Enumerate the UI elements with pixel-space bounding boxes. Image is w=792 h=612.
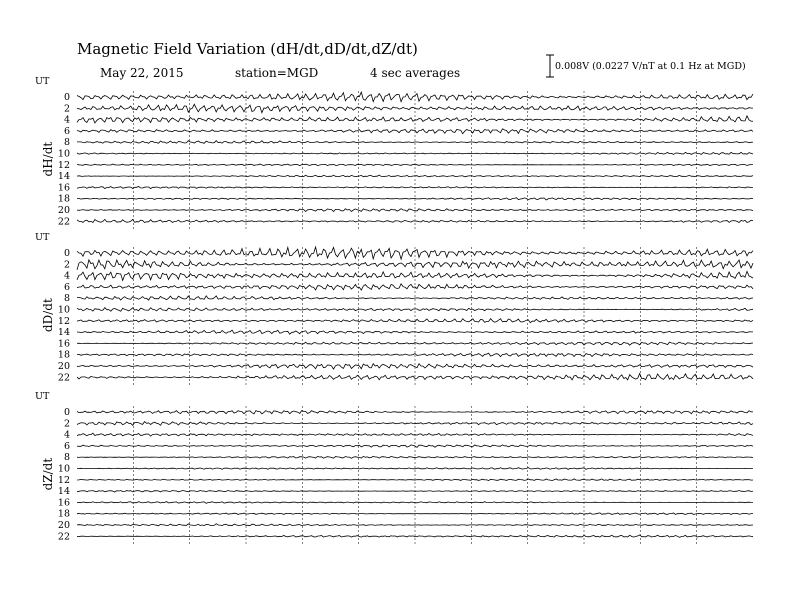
station-label: station=MGD: [235, 66, 319, 80]
averaging-label: 4 sec averages: [370, 66, 461, 80]
hour-label: 8: [63, 293, 70, 305]
hour-label: 20: [57, 361, 70, 372]
trace-line: [77, 164, 753, 166]
hour-label: 20: [57, 520, 70, 531]
hour-label: 2: [63, 418, 70, 430]
hour-label: 2: [63, 103, 70, 115]
hour-label: 6: [63, 281, 70, 293]
hour-label: 0: [63, 407, 70, 418]
hour-label: 14: [57, 327, 70, 339]
panel-2: [35, 232, 753, 385]
hour-label: 18: [57, 349, 70, 361]
hour-label: 14: [57, 486, 70, 498]
panel-ylabel: dH/dt: [41, 141, 55, 177]
scale-bar: [546, 55, 746, 77]
hour-label: 22: [57, 216, 70, 228]
hour-label: 6: [63, 440, 70, 452]
hour-label: 22: [57, 531, 70, 543]
hour-label: 0: [63, 248, 70, 259]
hour-label: 4: [63, 429, 70, 441]
hour-label: 12: [57, 159, 70, 171]
hour-label: 12: [57, 474, 70, 486]
trace-line: [77, 330, 753, 334]
hour-label: 4: [63, 270, 70, 282]
hour-label: 8: [63, 452, 70, 464]
panel-ylabel: dZ/dt: [41, 457, 55, 491]
trace-line: [77, 141, 753, 144]
panel-3: [35, 391, 753, 544]
panel-ylabel: dD/dt: [41, 298, 55, 333]
hour-label: 16: [57, 182, 70, 194]
trace-line: [77, 456, 753, 458]
ut-label: UT: [35, 76, 50, 87]
panels: [35, 76, 753, 544]
hour-label: 18: [57, 508, 70, 520]
hour-label: 18: [57, 193, 70, 205]
trace-line: [77, 524, 753, 526]
scale-label: 0.008V (0.0227 V/nT at 0.1 Hz at MGD): [555, 61, 746, 72]
hour-label: 16: [57, 338, 70, 350]
hour-label: 10: [57, 304, 70, 316]
ut-label: UT: [35, 391, 50, 402]
hour-label: 16: [57, 497, 70, 509]
ut-label: UT: [35, 232, 50, 243]
hour-label: 6: [63, 125, 70, 137]
panel-1: [35, 76, 753, 229]
hour-label: 14: [57, 171, 70, 183]
chart-title: Magnetic Field Variation (dH/dt,dD/dt,dZ/dt): [77, 40, 418, 58]
hour-label: 8: [63, 137, 70, 149]
hour-label: 0: [63, 92, 70, 103]
hour-label: 4: [63, 114, 70, 126]
hour-label: 10: [57, 463, 70, 475]
hour-label: 10: [57, 148, 70, 160]
date-label: May 22, 2015: [100, 66, 184, 80]
hour-label: 2: [63, 259, 70, 271]
hour-label: 20: [57, 205, 70, 216]
hour-label: 12: [57, 315, 70, 327]
hour-label: 22: [57, 372, 70, 384]
